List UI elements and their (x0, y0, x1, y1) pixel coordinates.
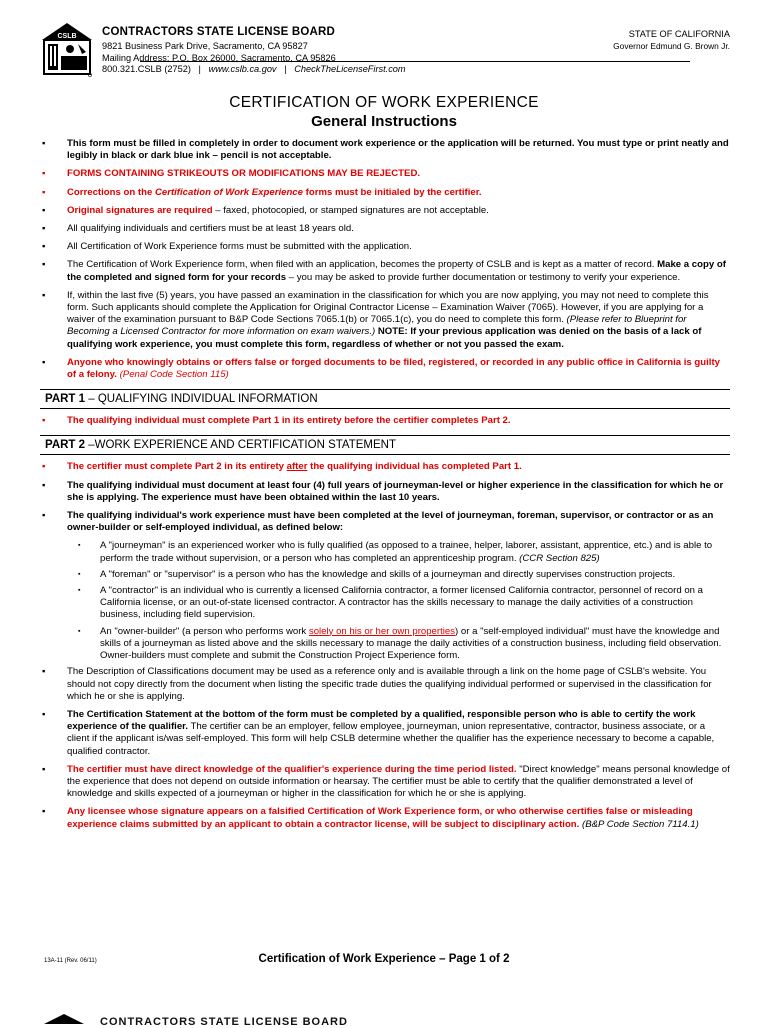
sub-list-item (40, 626, 730, 663)
list-item-text: Make a copy of the completed and signed form for your records (67, 259, 726, 283)
slogan-link[interactable]: CheckTheLicenseFirst.com (294, 64, 406, 75)
separator: | (284, 64, 287, 75)
list-item (40, 510, 730, 534)
list-item (40, 138, 730, 162)
bullet-icon: ▪ (42, 415, 46, 427)
cslb-logo-icon (44, 1014, 84, 1024)
bullet-icon: ▪ (42, 666, 46, 678)
list-item-text: The certifier must have direct knowledge of the qualifier's experience during the time period listed. (67, 763, 517, 775)
list-item (40, 709, 730, 758)
list-item-text: A "journeyman" is an experienced worker who is fully qualified (as opposed to a trainee, helper, laborer, assistant, apprentice, etc.) and is able to perform the trade without supervision, or a person who has completed an apprenticeship program. (100, 540, 713, 564)
bullet-icon: ▪ (42, 356, 46, 368)
list-item-text: solely on his or her own properties (308, 625, 456, 637)
list-item-text: ) or a "self-employed individual" must have the knowledge and skills of a journeyman as listed above and the skills necessary to manage the daily activities of a construction business, including field observation. Owner-builders must complete and submit the Construction Project Experience form. (100, 625, 722, 662)
bullet-icon: ▪ (42, 806, 46, 818)
bullet-icon: ▪ (42, 510, 46, 522)
part2-label: PART 2 (45, 439, 86, 452)
list-item (40, 357, 730, 381)
sub-list-item (40, 540, 730, 564)
list-item-text: the qualifying individual has completed Part 1. (307, 461, 522, 473)
list-item (40, 290, 730, 351)
bullet-icon: ▪ (42, 708, 46, 720)
part1-heading (40, 389, 730, 409)
street-address: 9821 Business Park Drive, Sacramento, CA 95827 (102, 41, 308, 51)
bullet-icon: ▪ (42, 204, 46, 216)
svg-text:CSLB: CSLB (57, 33, 77, 40)
bullet-icon: ▪ (42, 763, 46, 775)
list-item-text: "Direct knowledge" means personal knowledge of the experience that does not depend on outside information or hearsay. The certifier must be able to certify that the qualifier demonstrated a level of knowledge and skills expected of a journeyman or higher in the classification for which he or she is applying. (67, 763, 730, 800)
list-item (40, 259, 730, 283)
part2-heading (40, 435, 730, 455)
contact-line (102, 64, 406, 76)
list-item-text: (Penal Code Section 115) (116, 369, 229, 381)
list-item-text: All qualifying individuals and certifiers must be at least 18 years old. (67, 223, 354, 235)
bullet-icon: ▪ (42, 479, 46, 491)
list-item (40, 806, 730, 830)
list-item-text: (CCR Section 825) (519, 552, 600, 564)
document-subtitle: General Instructions (311, 113, 457, 130)
list-item-text: Corrections on the (67, 186, 155, 198)
list-item-text: The certifier can be an employer, fellow employee, journeyman, union representative, contractor, business associate, or a client if the applicant is/was self-employed. This form will help CSLB determine whether the qualifier has the experience necessary to become a capable, qualified contractor. (67, 721, 715, 757)
list-item-text: The Certification of Work Experience form, when filed with an application, becomes the property of CSLB and is kept as a matter of record. (67, 259, 658, 271)
list-item-text: (B&P Code Section 7114.1) (579, 818, 699, 830)
list-item-text: The qualifying individual must document at least four (4) full years of journeyman-level or higher experience in the classification for which he or she is applying. The experience must have been obtained within the last 10 years. (67, 479, 724, 503)
list-item-text: after (286, 461, 308, 473)
instructions (40, 138, 730, 837)
mailing-address: Mailing Address: P.O. Box 26000, Sacramento, CA 95826 (102, 52, 336, 63)
list-item-text: The qualifying individual must complete Part 1 in its entirety before the certifier completes Part 2. (67, 415, 511, 427)
bullet-icon: ▪ (42, 138, 46, 149)
bullet-icon: ▪ (42, 241, 46, 253)
list-item-text: – you may be asked to provide further documentation or testimony to verify your experience. (286, 271, 681, 283)
sub-list-item (40, 585, 730, 622)
next-page-org-name: CONTRACTORS STATE LICENSE BOARD (100, 1016, 348, 1028)
bullet-icon: ▪ (78, 587, 81, 595)
phone-number: 800.321.CSLB (2752) (102, 64, 191, 75)
list-item-text: The certifier must complete Part 2 in its entirety (67, 461, 287, 473)
list-item-text: The qualifying individual's work experience must have been completed at the level of journeyman, foreman, supervisor, or contractor or as an owner-builder or self-employed individual, as defined below: (67, 510, 714, 534)
part2-title: –WORK EXPERIENCE AND CERTIFICATION STATEMENT (85, 439, 397, 452)
bullet-icon: ▪ (42, 186, 46, 198)
list-item-text: NOTE: If your previous application was denied on the basis of a lack of qualifying work experience, you must complete this form, regardless of whether or not you passed the exam. (67, 326, 702, 350)
form-number: 13A-11 (Rev. 06/11) (44, 958, 97, 964)
cslb-logo-icon (40, 22, 94, 78)
bullet-icon: ▪ (78, 627, 81, 635)
document-title: CERTIFICATION OF WORK EXPERIENCE (229, 94, 539, 111)
list-item-text: This form must be filled in completely in order to document work experience or the application will be returned. You must type or print neatly and legibly in black or dark blue ink – pencil is not acceptable. (67, 138, 729, 162)
list-item (40, 480, 730, 504)
list-item (40, 241, 730, 253)
list-item-text: The Certification Statement at the bottom of the form must be completed by a qualified, responsible person who is able to certify the work experience of the qualifier. (67, 708, 696, 733)
state-block (613, 28, 730, 52)
list-item (40, 461, 730, 473)
bullet-icon: ▪ (78, 542, 81, 550)
org-name: CONTRACTORS STATE LICENSE BOARD (102, 26, 336, 38)
bullet-icon: ▪ (42, 289, 46, 301)
list-item-text: A "foreman" or "supervisor" is a person who has the knowledge and skills of a journeyman and directly supervises construction projects. (100, 568, 676, 580)
governor-name: Governor Edmund G. Brown Jr. (613, 41, 730, 51)
bullet-icon: ▪ (78, 570, 81, 578)
list-item-text: The Description of Classifications document may be used as a reference only and is available through a link on the home page of CSLB's website. You should not copy directly from the document when listing the specific trade duties the qualifying individual performed or supervised in the classification for which he or she is applying. (67, 666, 712, 702)
list-item-text: All Certification of Work Experience forms must be submitted with the application. (67, 241, 412, 253)
page-footer: Certification of Work Experience – Page 1 of 2 (258, 953, 510, 965)
list-item-text: (Please refer to Blueprint for Becoming a Licensed Contractor for more information on exam waivers.) (67, 314, 687, 338)
bullet-icon: ▪ (42, 168, 46, 180)
list-item-text: Original signatures are required (67, 204, 213, 216)
list-item (40, 415, 730, 427)
separator: | (198, 64, 201, 75)
part1-title: – QUALIFYING INDIVIDUAL INFORMATION (85, 393, 318, 406)
list-item (40, 187, 730, 199)
address-block (102, 41, 406, 76)
list-item-text: Any licensee whose signature appears on a falsified Certification of Work Experience form, or who otherwise certifies false or misleading experience claims submitted by an applicant to obtain a contractor license, will be subject to disciplinary action. (67, 806, 693, 830)
bullet-icon: ▪ (42, 259, 46, 271)
list-item-text: If, within the last five (5) years, you have passed an examination in the classification for which you are now applying, you may not need to complete this form. Such applicants should complete the Application for Original Contractor License – Examination Waiver (7065). However, if you are applying for a waiver of the examination pursuant to B&P Code Sections 7065.1(b) or 7065.1(c), you do need to complete this form. (67, 289, 709, 326)
list-item-text: An "owner-builder" (a person who performs work (100, 625, 309, 637)
form-name: Certification of Work Experience (154, 186, 303, 198)
letterhead (40, 22, 730, 78)
sub-list-item (40, 569, 730, 581)
list-item (40, 205, 730, 217)
website-link[interactable]: www.cslb.ca.gov (208, 64, 277, 75)
bullet-icon: ▪ (42, 461, 46, 473)
list-item (40, 764, 730, 801)
list-item-text: A "contractor" is an individual who is currently a licensed California contractor, a former licensed California contractor, personnel of record on a California license, or an out-of-state licensed contractor. A contractor has the skills necessary to manage the daily activities of a construction business, including field supervision. (100, 585, 703, 621)
list-item-text: – faxed, photocopied, or stamped signatures are not acceptable. (212, 204, 489, 216)
bullet-icon: ▪ (42, 223, 46, 235)
list-item-text: FORMS CONTAINING STRIKEOUTS OR MODIFICATIONS MAY BE REJECTED. (67, 168, 421, 180)
state-name: STATE OF CALIFORNIA (628, 29, 730, 39)
part1-label: PART 1 (45, 393, 86, 406)
list-item (40, 666, 730, 703)
list-item (40, 223, 730, 235)
list-item (40, 168, 730, 180)
list-item-text: forms must be initialed by the certifier. (302, 186, 482, 198)
list-item-text: Anyone who knowingly obtains or offers false or forged documents to be filed, registered, or recorded in any public office in California is guilty of a felony. (67, 356, 720, 381)
